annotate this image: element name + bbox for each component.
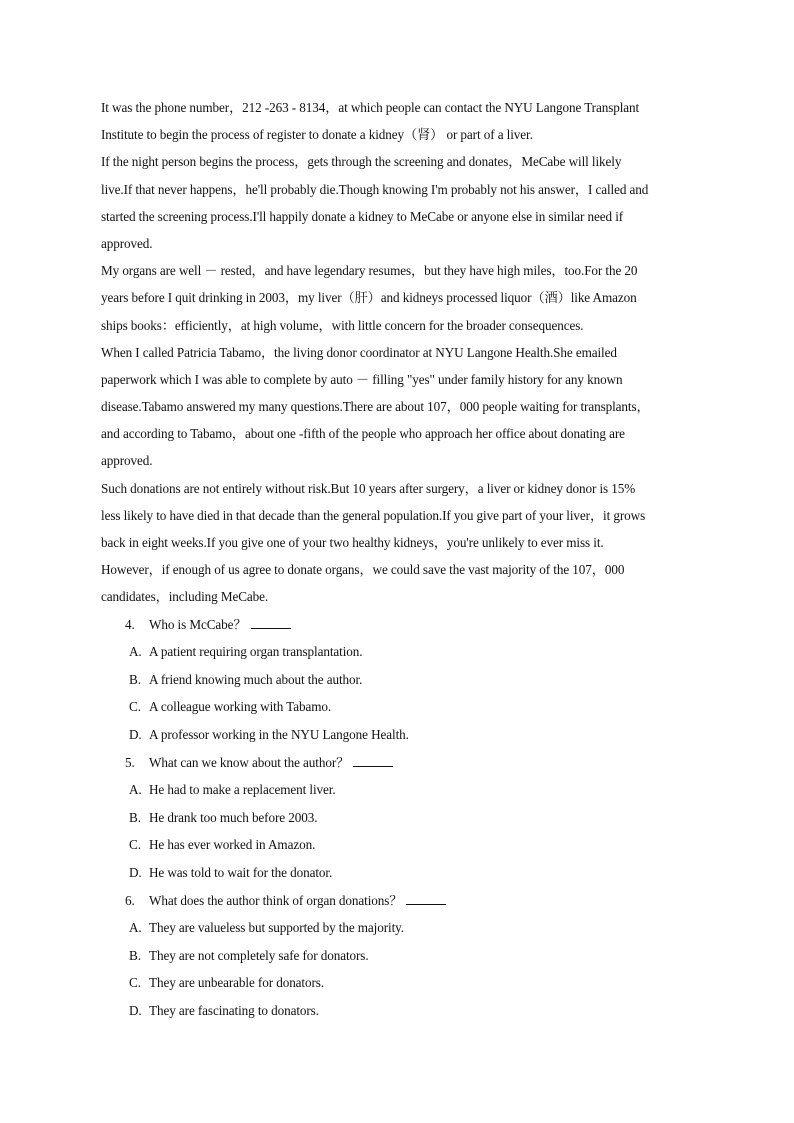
- option-letter: A.: [129, 644, 142, 660]
- question-number: 6.: [125, 892, 135, 908]
- answer-blank[interactable]: [406, 892, 446, 905]
- option-a[interactable]: [101, 638, 701, 666]
- passage-line: less likely to have died in that decade than the general population.If you give part of your liver，it grows: [101, 507, 646, 523]
- passage-line: My organs are well － rested，and have legendary resumes，but they have high miles，too.For the 20: [101, 263, 638, 279]
- passage-line: paperwork which I was able to complete by auto － filling "yes" under family history for any known: [101, 371, 623, 387]
- option-b[interactable]: [101, 666, 701, 694]
- passage-line: Institute to begin the process of register to donate a kidney（肾） or part of a liver.: [101, 127, 533, 143]
- passage: [101, 94, 701, 611]
- option-letter: B.: [129, 947, 141, 963]
- question-number: 5.: [125, 754, 135, 770]
- passage-line: years before I quit drinking in 2003，my liver（肝）and kidneys processed liquor（酒）like Amazon: [101, 290, 637, 306]
- passage-line: disease.Tabamo answered my many questions.There are about 107，000 people waiting for transplants，: [101, 399, 650, 415]
- option-a[interactable]: [101, 914, 701, 942]
- option-text: They are valueless but supported by the majority.: [149, 920, 404, 936]
- option-d[interactable]: [101, 997, 701, 1025]
- option-text: They are not completely safe for donators.: [149, 947, 369, 963]
- option-text: He had to make a replacement liver.: [149, 782, 336, 798]
- option-c[interactable]: [101, 693, 701, 721]
- question-5: [101, 749, 701, 887]
- option-letter: A.: [129, 782, 142, 798]
- option-letter: D.: [129, 1002, 142, 1018]
- option-text: They are unbearable for donators.: [149, 975, 325, 991]
- question-stem: [101, 887, 701, 915]
- passage-line: approved.: [101, 453, 153, 469]
- passage-line: When I called Patricia Tabamo，the living donor coordinator at NYU Langone Health.She emailed: [101, 344, 617, 360]
- question-stem: [101, 749, 701, 777]
- option-text: A professor working in the NYU Langone Health.: [149, 726, 409, 742]
- question-stem: [101, 611, 701, 639]
- option-text: He has ever worked in Amazon.: [149, 837, 316, 853]
- option-letter: B.: [129, 671, 141, 687]
- option-letter: C.: [129, 837, 141, 853]
- passage-line: and according to Tabamo，about one -fifth of the people who approach her office about donating are: [101, 426, 625, 442]
- option-letter: B.: [129, 809, 141, 825]
- question-6: [101, 887, 701, 1025]
- passage-line: approved.: [101, 235, 153, 251]
- passage-line: It was the phone number，212 -263 - 8134，at which people can contact the NYU Langone Transplant: [101, 100, 640, 115]
- option-a[interactable]: [101, 776, 701, 804]
- option-text: A friend knowing much about the author.: [149, 671, 363, 687]
- passage-line: live.If that never happens，he'll probably die.Though knowing I'm probably not his answer，I called and: [101, 181, 649, 197]
- passage-line: If the night person begins the process，gets through the screening and donates，MeCabe will likely: [101, 154, 622, 170]
- passage-line: ships books：efficiently，at high volume，with little concern for the broader consequences.: [101, 317, 584, 333]
- document-body: [101, 94, 701, 1024]
- option-b[interactable]: [101, 804, 701, 832]
- passage-line: started the screening process.I'll happily donate a kidney to MeCabe or anyone else in similar need if: [101, 208, 624, 224]
- option-letter: D.: [129, 726, 142, 742]
- question-text: Who is McCabe？: [149, 616, 247, 632]
- answer-blank[interactable]: [353, 754, 393, 767]
- passage-line: candidates，including MeCabe.: [101, 589, 269, 605]
- passage-line: back in eight weeks.If you give one of your two healthy kidneys，you're unlikely to ever miss it.: [101, 535, 604, 550]
- option-c[interactable]: [101, 969, 701, 997]
- question-text: What does the author think of organ donations？: [149, 892, 403, 908]
- answer-blank[interactable]: [251, 616, 291, 629]
- option-d[interactable]: [101, 721, 701, 749]
- passage-line: Such donations are not entirely without risk.But 10 years after surgery，a liver or kidney donor is 15%: [101, 480, 636, 496]
- option-d[interactable]: [101, 859, 701, 887]
- option-letter: C.: [129, 975, 141, 991]
- question-text: What can we know about the author？: [149, 754, 350, 770]
- option-b[interactable]: [101, 942, 701, 970]
- option-letter: D.: [129, 864, 142, 880]
- question-4: [101, 611, 701, 749]
- option-text: A colleague working with Tabamo.: [149, 699, 332, 715]
- option-text: A patient requiring organ transplantation.: [149, 644, 363, 660]
- passage-line: However，if enough of us agree to donate organs，we could save the vast majority of the 107，000: [101, 562, 625, 578]
- option-text: They are fascinating to donators.: [149, 1002, 319, 1018]
- question-number: 4.: [125, 616, 135, 632]
- option-letter: A.: [129, 920, 142, 936]
- option-text: He drank too much before 2003.: [149, 809, 318, 825]
- option-letter: C.: [129, 699, 141, 715]
- option-c[interactable]: [101, 831, 701, 859]
- option-text: He was told to wait for the donator.: [149, 864, 333, 880]
